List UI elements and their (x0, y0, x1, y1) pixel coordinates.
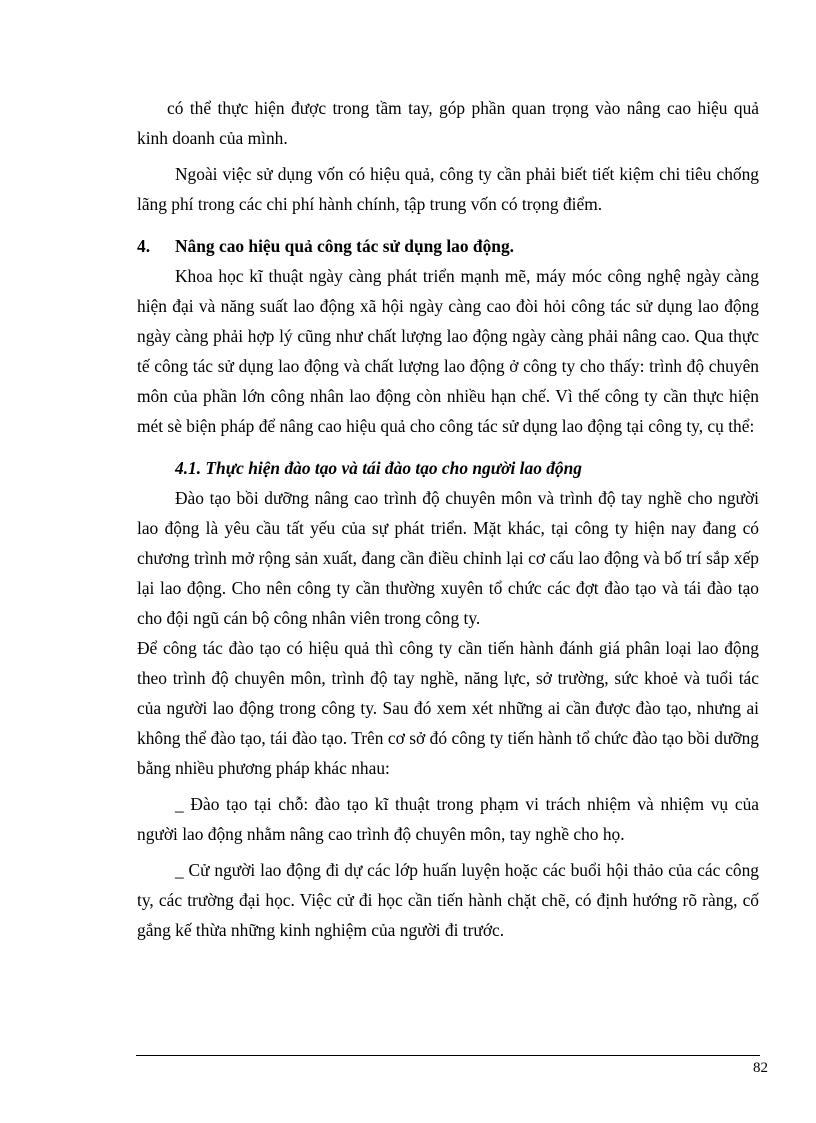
footer-rule (136, 1055, 760, 1056)
bullet-external-training: _ Cử người lao động đi dự các lớp huấn luyện hoặc các buổi hội thảo của các công ty, các trường đại học. Việc cử đi học cần tiến hành chặt chẽ, có định hướng rõ ràng, cố gắng kế thừa những kinh nghiệm của người đi trước. (137, 860, 759, 940)
body-text (137, 93, 759, 945)
section-heading-4 (137, 231, 759, 261)
section-number: 4. (137, 236, 151, 256)
paragraph-labor-intro: Khoa học kĩ thuật ngày càng phát triển mạnh mẽ, máy móc công nghệ ngày càng hiện đại và năng suất lao động xã hội ngày càng cao đòi hỏi công tác sử dụng lao động ngày càng phải hợp lý cũng như chất lượng lao động ngày càng phải nâng cao. Qua thực tế công tác sử dụng lao động và chất lượng lao động ở công ty cho thấy: trình độ chuyên môn của phần lớn công nhân lao động còn nhiều hạn chế. Vì thế công ty cần thực hiện mét sè biện pháp để nâng cao hiệu quả cho công tác sử dụng lao động tại công ty, cụ thể: (137, 266, 759, 436)
section-title: Nâng cao hiệu quả công tác sử dụng lao động. (175, 236, 514, 256)
paragraph-training-evaluation: Để công tác đào tạo có hiệu quả thì công ty cần tiến hành đánh giá phân loại lao động theo trình độ chuyên môn, trình độ tay nghề, năng lực, sở trường, sức khoẻ và tuổi tác của người lao động trong công ty. Sau đó xem xét những ai cần được đào tạo, nhưng ai không thể đào tạo, tái đào tạo. Trên cơ sở đó công ty tiến hành tổ chức đào tạo bồi dưỡng bằng nhiều phương pháp khác nhau: (137, 638, 759, 778)
subsection-heading-4-1: 4.1. Thực hiện đào tạo và tái đào tạo cho người lao động (175, 458, 582, 478)
paragraph-capital-saving: Ngoài việc sử dụng vốn có hiệu quả, công ty cần phải biết tiết kiệm chi tiêu chống lãng phí trong các chi phí hành chính, tập trung vốn có trọng điểm. (137, 164, 759, 214)
page-number: 82 (753, 1060, 768, 1076)
bullet-on-site-training: _ Đào tạo tại chỗ: đào tạo kĩ thuật trong phạm vi trách nhiệm và nhiệm vụ của người lao động nhằm nâng cao trình độ chuyên môn, tay nghề cho họ. (137, 794, 759, 844)
paragraph-training: Đào tạo bồi dưỡng nâng cao trình độ chuyên môn và trình độ tay nghề cho người lao động là yêu cầu tất yếu của sự phát triển. Mặt khác, tại công ty hiện nay đang có chương trình mở rộng sản xuất, đang cần điều chỉnh lại cơ cấu lao động và bố trí sắp xếp lại lao động. Cho nên công ty cần thường xuyên tổ chức các đợt đào tạo và tái đào tạo cho đội ngũ cán bộ công nhân viên trong công ty. (137, 488, 759, 628)
paragraph-continued: có thể thực hiện được trong tầm tay, góp phần quan trọng vào nâng cao hiệu quả kinh doanh của mình. (137, 98, 759, 148)
